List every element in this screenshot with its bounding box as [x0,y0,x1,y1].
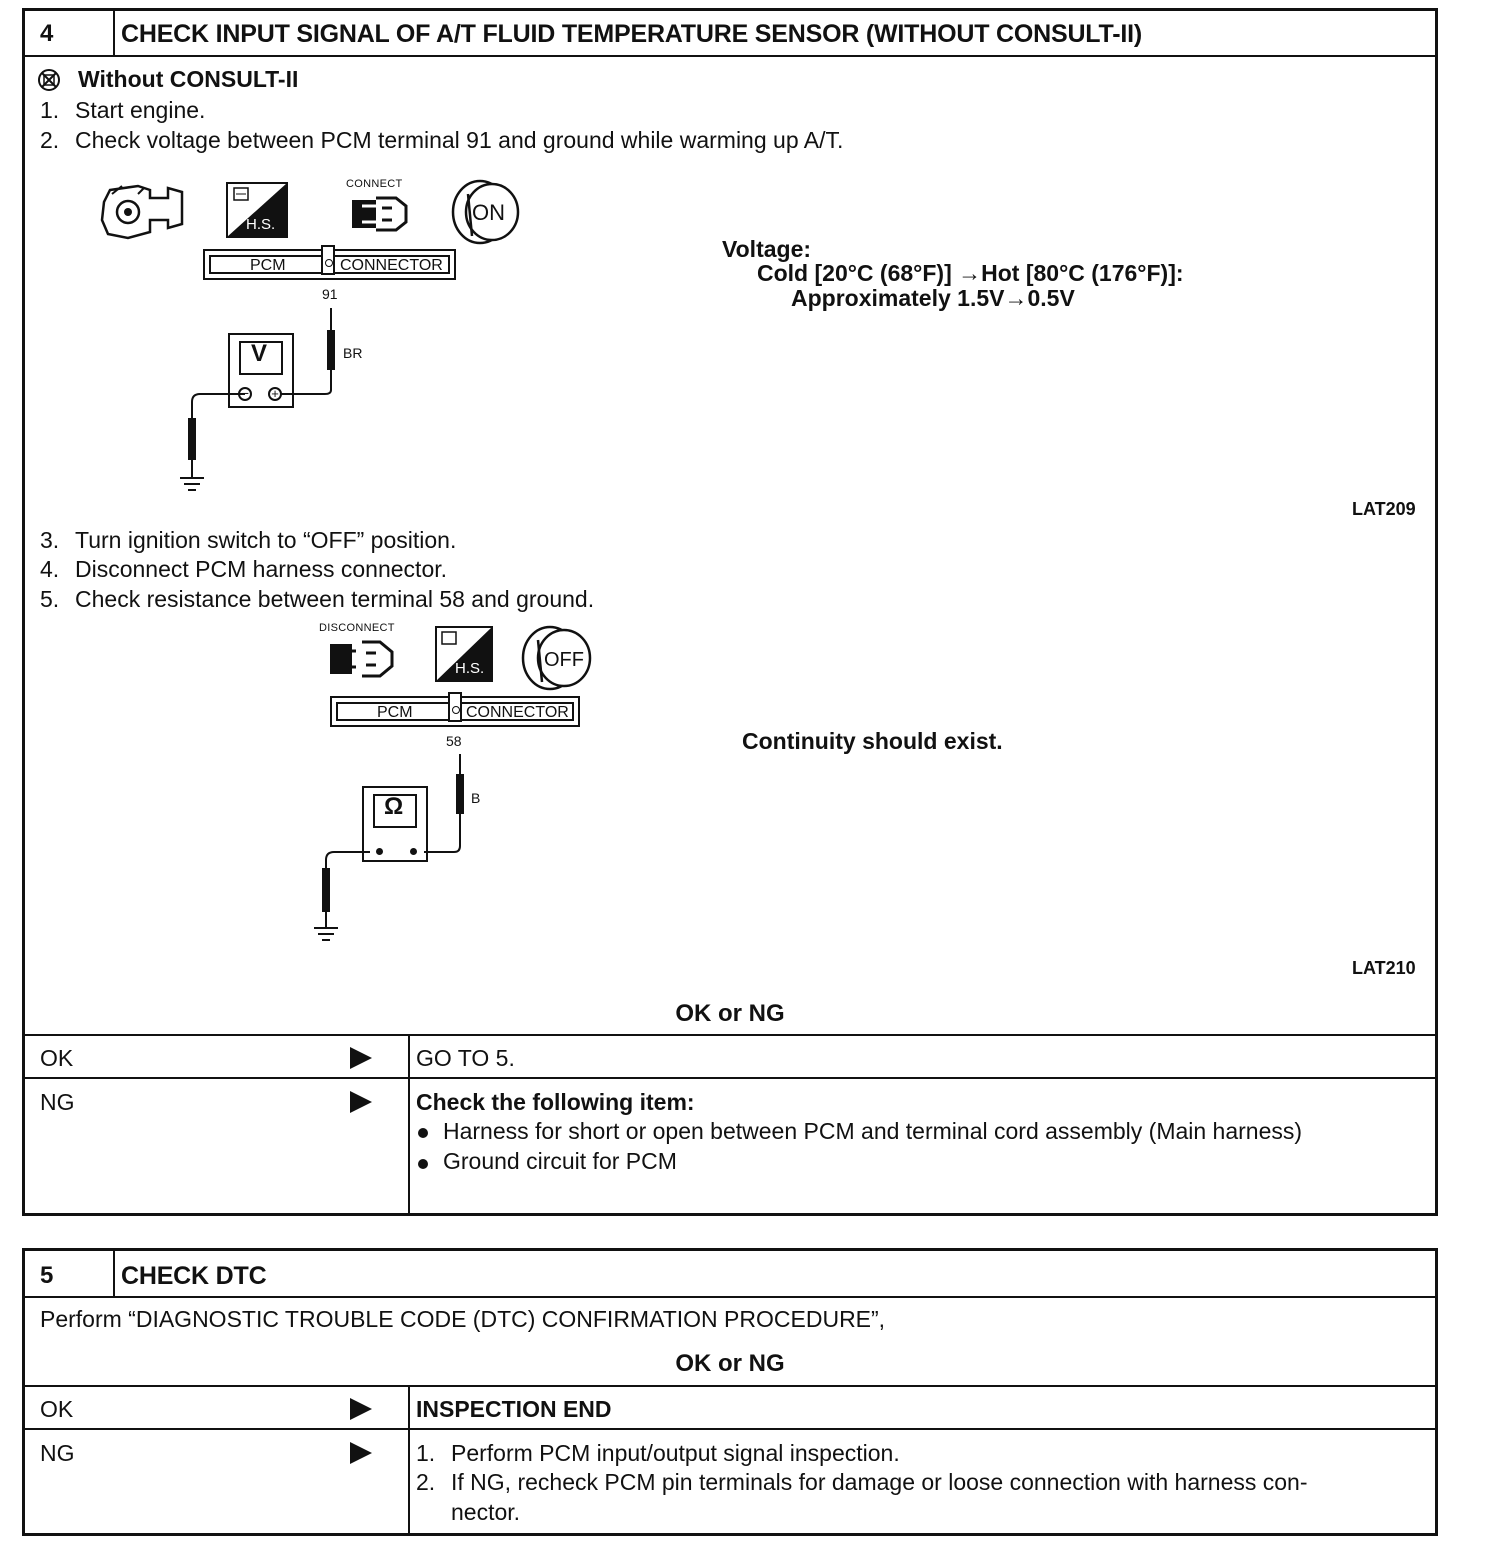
divider [408,1035,410,1215]
divider [113,1250,115,1297]
ng-item: Harness for short or open between PCM and terminal cord assembly (Main harness) [443,1118,1303,1144]
ng-item: If NG, recheck PCM pin terminals for damage or loose connection with harness con- [451,1469,1308,1495]
arrow-right-icon [350,1398,372,1420]
instruction-text: Start engine. [75,97,206,123]
ok-or-ng-heading: OK or NG [675,1350,785,1377]
instruction-text: Turn ignition switch to “OFF” position. [75,527,457,553]
connector-label: CONNECTOR [466,704,569,721]
voltage-line1: Cold [20°C (68°F)] →Hot [80°C (176°F)]: [757,260,1184,286]
off-label: OFF [544,649,584,671]
arrow-right-icon [350,1047,372,1069]
meter-label: V [251,340,268,367]
bullet-icon [418,1159,428,1169]
arrow-right-icon [350,1091,372,1113]
step-title: CHECK INPUT SIGNAL OF A/T FLUID TEMPERATURE SENSOR (WITHOUT CONSULT-II) [121,20,1142,48]
ng-heading: Check the following item: [416,1089,695,1115]
connector-pin-dot [325,259,333,267]
ok-result: GO TO 5. [416,1045,515,1071]
hs-label: H.S. [246,216,276,233]
ng-item: Perform PCM input/output signal inspection. [451,1440,900,1466]
hs-label: H.S. [455,660,485,677]
wire-color: B [471,790,481,806]
ng-item-num: 1. [416,1440,436,1466]
disconnect-label: DISCONNECT [319,622,395,634]
instruction-text: Check resistance between terminal 58 and ground. [75,586,595,612]
divider [24,1385,1436,1387]
instruction-text: Disconnect PCM harness connector. [75,556,448,582]
probe-terminal-dot [410,848,417,855]
probe-terminal-dot [376,848,383,855]
divider [24,1077,1436,1079]
figure-id: LAT210 [1352,958,1416,978]
ok-label: OK [40,1396,74,1422]
figure-id: LAT209 [1352,499,1416,519]
mode-label: Without CONSULT-II [78,66,299,92]
minus-terminal-icon: − [238,387,252,401]
instruction-num: 5. [40,586,60,612]
ng-item: Ground circuit for PCM [443,1148,677,1174]
pcm-label: PCM [377,704,413,721]
ng-item: nector. [451,1499,521,1525]
ok-label: OK [40,1045,74,1071]
instruction-num: 2. [40,127,60,153]
pcm-label: PCM [250,257,286,274]
plus-terminal-icon: + [268,387,282,401]
terminal-number: 58 [446,733,462,749]
voltage-heading: Voltage: [722,236,812,262]
on-label: ON [472,200,505,225]
divider [24,55,1436,57]
disconnect-icon [326,638,396,680]
continuity-spec: Continuity should exist. [742,728,1003,754]
ng-label: NG [40,1440,75,1466]
step5-instruction: Perform “DIAGNOSTIC TROUBLE CODE (DTC) CONFIRMATION PROCEDURE”, [40,1306,886,1332]
instruction-text: Check voltage between PCM terminal 91 and ground while warming up A/T. [75,127,844,153]
arrow-right-icon [350,1442,372,1464]
divider [113,10,115,56]
meter-label: Ω [384,793,404,820]
connect-label: CONNECT [346,178,403,190]
terminal-number: 91 [322,286,338,302]
ng-label: NG [40,1089,75,1115]
divider [24,1428,1436,1430]
ng-item-num: 2. [416,1469,436,1495]
no-consult-icon [37,68,61,92]
voltage-line2: Approximately 1.5V→0.5V [791,285,1075,311]
connector-label: CONNECTOR [340,257,443,274]
step-title: CHECK DTC [121,1262,267,1290]
ok-or-ng-heading: OK or NG [675,1000,785,1027]
engine-icon [98,180,184,242]
divider [408,1386,410,1534]
connect-icon [348,194,410,234]
instruction-num: 4. [40,556,60,582]
connector-pin-dot [452,706,460,714]
step-number: 5 [40,1262,54,1289]
step-number: 4 [40,20,54,47]
divider [24,1296,1436,1298]
instruction-num: 3. [40,527,60,553]
ok-result: INSPECTION END [416,1396,612,1422]
bullet-icon [418,1128,428,1138]
wire-color: BR [343,345,363,361]
divider [24,1034,1436,1036]
instruction-num: 1. [40,97,60,123]
